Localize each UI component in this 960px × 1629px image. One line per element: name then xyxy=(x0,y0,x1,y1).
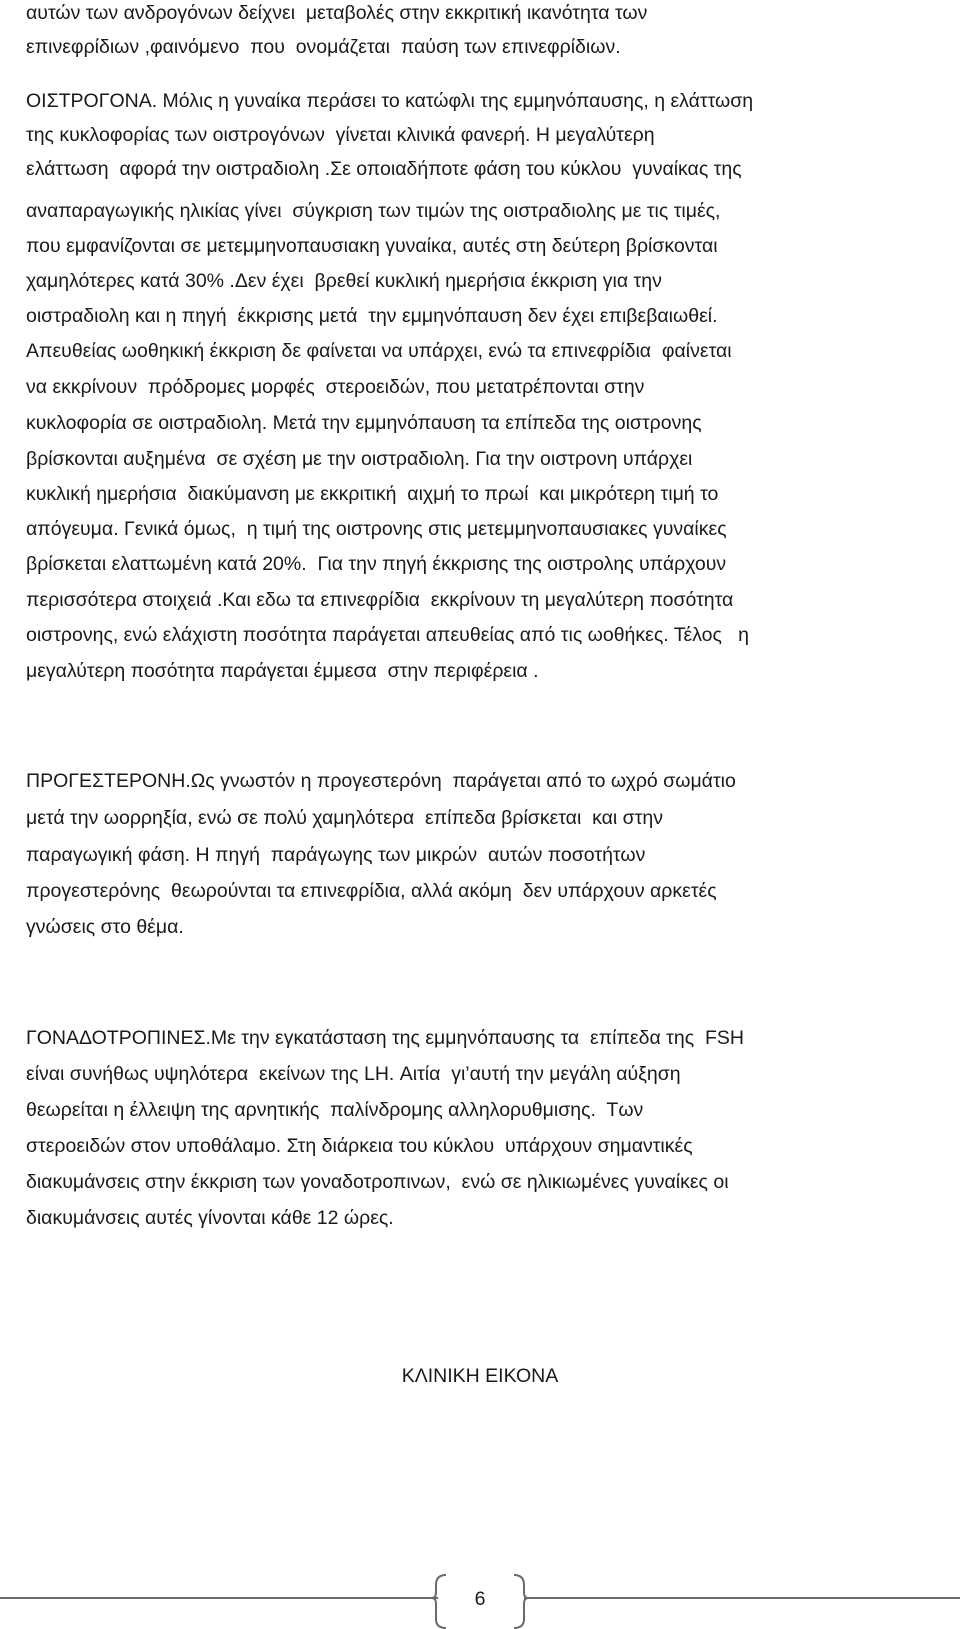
text-line: αναπαραγωγικής ηλικίας γίνει σύγκριση των τιμών της οιστραδιολης με τις τιμές, xyxy=(26,200,721,222)
text-line: μεγαλύτερη ποσότητα παράγεται έμμεσα στην περιφέρεια . xyxy=(26,660,539,682)
text-line: βρίσκονται αυξημένα σε σχέση με την οιστραδιολη. Για την οιστρονη υπάρχει xyxy=(26,448,693,470)
text-line: αυτών των ανδρογόνων δείχνει μεταβολές στην εκκριτική ικανότητα των xyxy=(26,2,648,24)
text-line: μετά την ωορρηξία, ενώ σε πολύ χαμηλότερα επίπεδα βρίσκεται και στην xyxy=(26,807,663,829)
text-line: γνώσεις στο θέμα. xyxy=(26,916,184,938)
text-line: να εκκρίνουν πρόδρομες μορφές στεροειδών, που μετατρέπονται στην xyxy=(26,376,645,398)
text-line: προγεστερόνης θεωρούνται τα επινεφρίδια, αλλά ακόμη δεν υπάρχουν αρκετές xyxy=(26,880,717,902)
text-line: Απευθείας ωοθηκική έκκριση δε φαίνεται να υπάρχει, ενώ τα επινεφρίδια φαίνεται xyxy=(26,340,732,362)
text-line: θεωρείται η έλλειψη της αρνητικής παλίνδρομης αλληλορυθμισης. Των xyxy=(26,1099,644,1121)
text-line: απόγευμα. Γενικά όμως, η τιμή της οιστρονης στις μετεμμηνοπαυσιακες γυναίκες xyxy=(26,518,727,540)
text-line: ΓΟΝΑΔΟΤΡΟΠΙΝΕΣ.Με την εγκατάσταση της εμμηνόπαυσης τα επίπεδα της FSH xyxy=(26,1027,744,1049)
text-line: οιστρονης, ενώ ελάχιστη ποσότητα παράγεται απευθείας από τις ωοθήκες. Τέλος η xyxy=(26,624,749,646)
text-line: επινεφρίδιων ,φαινόμενο που ονομάζεται παύση των επινεφρίδιων. xyxy=(26,36,621,58)
footer-rule-right xyxy=(524,1597,960,1599)
text-line: παραγωγική φάση. Η πηγή παράγωγης των μικρών αυτών ποσοτήτων xyxy=(26,844,646,866)
footer-rule-left xyxy=(0,1597,438,1599)
page-number: 6 xyxy=(474,1588,486,1610)
text-line: κυκλική ημερήσια διακύμανση με εκκριτική αιχμή το πρωί και μικρότερη τιμή το xyxy=(26,483,719,505)
text-line: βρίσκεται ελαττωμένη κατά 20%. Για την πηγή έκκρισης της οιστρολης υπάρχουν xyxy=(26,553,727,575)
section-caption: ΚΛΙΝΙΚΗ ΕΙΚΟΝΑ xyxy=(401,1365,559,1387)
text-line: στεροειδών στον υποθάλαμο. Στη διάρκεια του κύκλου υπάρχουν σημαντικές xyxy=(26,1135,693,1157)
text-line: κυκλοφορία σε οιστραδιολη. Μετά την εμμηνόπαυση τα επίπεδα της οιστρονης xyxy=(26,412,702,434)
text-line: είναι συνήθως υψηλότερα εκείνων της LH. Αιτία γι’αυτή την μεγάλη αύξηση xyxy=(26,1063,681,1085)
text-line: διακυμάνσεις αυτές γίνονται κάθε 12 ώρες. xyxy=(26,1207,394,1229)
text-line: της κυκλοφορίας των οιστρογόνων γίνεται κλινικά φανερή. Η μεγαλύτερη xyxy=(26,124,655,146)
text-line: περισσότερα στοιχειά .Και εδω τα επινεφρίδια εκκρίνουν τη μεγαλύτερη ποσότητα xyxy=(26,589,734,611)
text-line: ελάττωση αφορά την οιστραδιολη .Σε οποιαδήποτε φάση του κύκλου γυναίκας της xyxy=(26,158,742,180)
text-line: οιστραδιολη και η πηγή έκκρισης μετά την εμμηνόπαυση δεν έχει επιβεβαιωθεί. xyxy=(26,305,718,327)
page-number-frame xyxy=(432,1572,528,1629)
text-line: διακυμάνσεις στην έκκριση των γοναδοτροπινων, ενώ σε ηλικιωμένες γυναίκες οι xyxy=(26,1171,729,1193)
text-line: ΠΡΟΓΕΣΤΕΡΟΝΗ.Ως γνωστόν η προγεστερόνη παράγεται από το ωχρό σωμάτιο xyxy=(26,770,736,792)
text-line: ΟΙΣΤΡΟΓΟΝΑ. Μόλις η γυναίκα περάσει το κατώφλι της εμμηνόπαυσης, η ελάττωση xyxy=(26,90,754,112)
text-line: που εμφανίζονται σε μετεμμηνοπαυσιακη γυναίκα, αυτές στη δεύτερη βρίσκονται xyxy=(26,235,718,257)
text-line: χαμηλότερες κατά 30% .Δεν έχει βρεθεί κυκλική ημερήσια έκκριση για την xyxy=(26,270,662,292)
